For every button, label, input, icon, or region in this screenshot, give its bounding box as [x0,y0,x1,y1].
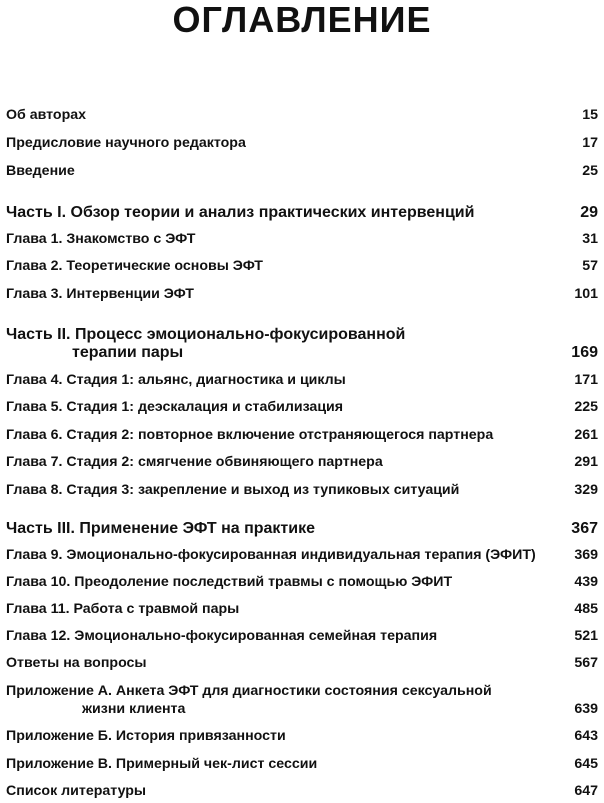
toc-entry-label: Глава 6. Стадия 2: повторное включение отстраняющегося партнера [6,427,494,443]
toc-entry-page: 171 [574,372,598,388]
toc-entry-page: 567 [574,655,598,671]
toc-entry-label: Глава 10. Преодоление последствий травмы с помощью ЭФИТ [6,574,453,590]
toc-entry [6,371,598,389]
toc-entry [6,627,598,645]
toc-entry [6,426,598,444]
toc-entry-label-line1: Часть II. Процесс эмоционально-фокусированной [6,326,406,343]
toc-entry-page: 29 [580,204,598,221]
toc-entry-page: 367 [571,520,598,537]
toc-entry [6,398,598,416]
toc-part-entry [6,204,598,222]
toc-entry-label: Введение [6,163,75,179]
toc-entry-label: Глава 12. Эмоционально-фокусированная семейная терапия [6,628,438,644]
toc-part-entry [6,520,598,538]
toc-entry [6,546,598,564]
toc-entry-page: 31 [582,231,598,247]
toc-entry-label: Глава 11. Работа с травмой пары [6,601,240,617]
toc-entry [6,134,598,152]
toc-entry [6,257,598,275]
toc-entry [6,600,598,618]
toc-entry [6,573,598,591]
toc-entry-label: Часть I. Обзор теории и анализ практических интервенций [6,204,475,221]
toc-entry-label: Часть III. Применение ЭФТ на практике [6,520,315,537]
toc-entry [6,782,598,800]
toc-entry-label-line1: Приложение А. Анкета ЭФТ для диагностики состояния сексуальной [6,683,492,699]
toc-entry-label: Об авторах [6,107,87,123]
toc-entry-page: 225 [574,399,598,415]
toc-entry-label: Приложение В. Примерный чек-лист сессии [6,756,318,772]
toc-entry-page: 261 [574,427,598,443]
toc-entry [6,162,598,180]
toc-entry-page: 25 [582,163,598,179]
toc-entry-page: 329 [574,482,598,498]
toc-entry-label [6,682,492,718]
toc-entry-label: Глава 1. Знакомство с ЭФТ [6,231,196,247]
toc-entry-page: 57 [582,258,598,274]
toc-entry-label-line2: жизни клиента [82,701,186,717]
toc-entry-page: 521 [574,628,598,644]
toc-entry-label: Список литературы [6,783,147,799]
toc-entry-page: 645 [574,756,598,772]
toc-entry-page: 169 [571,344,598,361]
toc-entry-label: Приложение Б. История привязанности [6,728,286,744]
toc-entry-page: 369 [574,547,598,563]
toc-entry [6,755,598,773]
toc-entry-page: 291 [574,454,598,470]
toc-entry [6,230,598,248]
toc-entry-page: 439 [574,574,598,590]
toc-entry-label: Предисловие научного редактора [6,135,246,151]
toc-part-entry [6,326,598,362]
toc-entry-page: 647 [574,783,598,799]
toc-entry-label [6,326,405,362]
toc-entry [6,453,598,471]
toc-entry-page: 101 [574,286,598,302]
toc-entry-page: 15 [582,107,598,123]
toc-entry-label: Глава 4. Стадия 1: альянс, диагностика и циклы [6,372,346,388]
toc-entry-label: Глава 9. Эмоционально-фокусированная индивидуальная терапия (ЭФИТ) [6,547,536,563]
toc-entry [6,654,598,672]
page-title: ОГЛАВЛЕНИЕ [172,0,432,40]
toc-entry [6,106,598,124]
toc-entry [6,285,598,303]
toc-entry-label: Глава 5. Стадия 1: деэскалация и стабилизация [6,399,344,415]
toc-entry-page: 17 [582,135,598,151]
toc-entry-label: Ответы на вопросы [6,655,147,671]
toc-entry-label: Глава 8. Стадия 3: закрепление и выход из тупиковых ситуаций [6,482,460,498]
toc-entry-label: Глава 2. Теоретические основы ЭФТ [6,258,263,274]
toc-entry-label: Глава 3. Интервенции ЭФТ [6,286,194,302]
toc-entry [6,682,598,718]
toc-entry-page: 639 [574,701,598,717]
toc-entry-page: 485 [574,601,598,617]
toc-entry-page: 643 [574,728,598,744]
toc-entry [6,727,598,745]
toc-entry-label-line2: терапии пары [72,344,184,361]
toc-entry [6,481,598,499]
toc-entry-label: Глава 7. Стадия 2: смягчение обвиняющего партнера [6,454,383,470]
